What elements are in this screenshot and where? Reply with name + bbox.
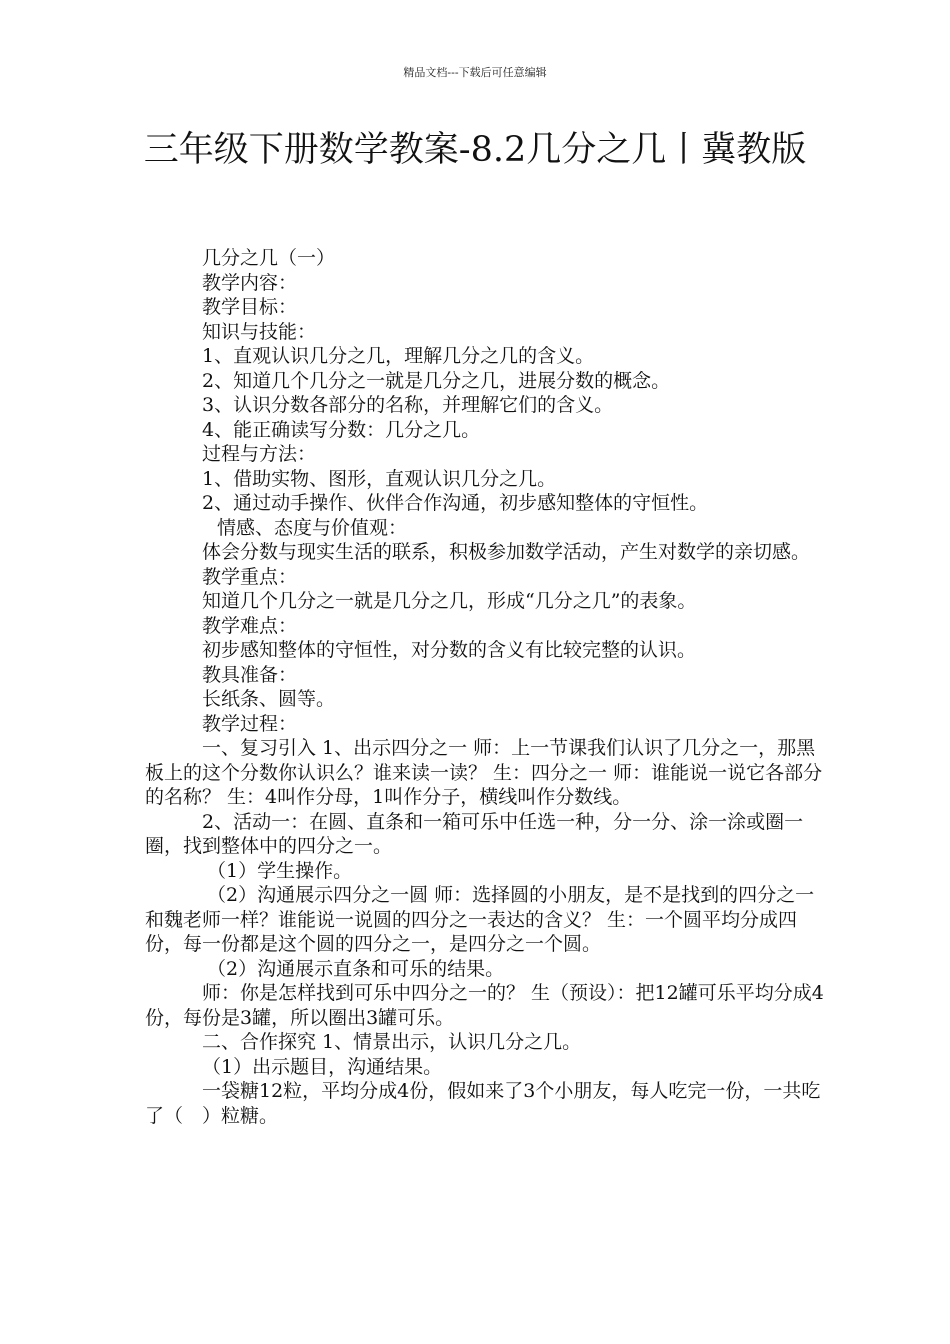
paragraph: 初步感知整体的守恒性，对分数的含义有比较完整的认识。 — [202, 639, 697, 661]
paragraph: 长纸条、圆等。 — [202, 688, 336, 710]
paragraph: 体会分数与现实生活的联系，积极参加数学活动，产生对数学的亲切感。 — [202, 541, 811, 563]
paragraph: （2）沟通展示四分之一圆 师：选择圆的小朋友，是不是找到的四分之一和魏老师一样？谁能说一说圆的四分之一表达的含义？ 生：一个圆平均分成四份，每一份都是这个圆的四分之一，是四分之一个圆。 — [145, 884, 815, 955]
section-heading: 几分之几（一） — [202, 247, 336, 269]
label-line: 情感、态度与价值观： — [217, 516, 408, 539]
label-line: 过程与方法： — [202, 443, 317, 465]
label-line: 教具准备： — [202, 663, 298, 686]
list-item: 2、通过动手操作、伙伴合作沟通，初步感知整体的守恒性。 — [202, 492, 709, 514]
document-title: 三年级下册数学教案-8.2几分之几丨冀教版 — [143, 130, 807, 170]
label-line: 教学内容： — [202, 271, 298, 294]
paragraph: 2、活动一：在圆、直条和一箱可乐中任选一种，分一分、涂一涂或圈一圈，找到整体中的四分之一。 — [145, 810, 804, 857]
paragraph: 师：你是怎样找到可乐中四分之一的？ 生（预设）：把12罐可乐平均分成4份，每份是3罐，所以圈出3罐可乐。 — [145, 982, 824, 1029]
paragraph: 一、复习引入 1、出示四分之一 师：上一节课我们认识了几分之一，那黑板上的这个分数你认识么？谁来读一读？ 生：四分之一 师：谁能说一说它各部分的名称？ 生：4叫作分母，1叫作分子，横线叫作分数线。 — [145, 737, 823, 808]
label-line: 知识与技能： — [202, 320, 317, 343]
label-line: 教学重点： — [202, 565, 298, 588]
list-item: 4、能正确读写分数：几分之几。 — [202, 418, 481, 441]
paragraph: 知道几个几分之一就是几分之几，形成“几分之几”的表象。 — [202, 590, 697, 612]
label-line: 教学目标： — [202, 296, 298, 318]
paragraph: 二、合作探究 1、情景出示，认识几分之几。 — [202, 1031, 582, 1053]
label-line: 教学过程： — [202, 712, 298, 735]
list-item: （1）学生操作。 — [207, 859, 353, 882]
list-item: （2）沟通展示直条和可乐的结果。 — [207, 957, 505, 980]
list-item: 3、认识分数各部分的名称，并理解它们的含义。 — [202, 394, 614, 416]
label-line: 教学难点： — [202, 614, 298, 637]
document-body — [145, 246, 825, 1128]
list-item: 2、知道几个几分之一就是几分之几，进展分数的概念。 — [202, 369, 671, 392]
document-header-note: 精品文档---下载后可任意编辑 — [403, 66, 547, 79]
list-item: 1、直观认识几分之几，理解几分之几的含义。 — [202, 345, 595, 367]
list-item: （1）出示题目，沟通结果。 — [202, 1055, 443, 1078]
paragraph: 一袋糖12粒，平均分成4份，假如来了3个小朋友，每人吃完一份，一共吃了（ ）粒糖。 — [145, 1080, 821, 1127]
list-item: 1、借助实物、图形，直观认识几分之几。 — [202, 467, 557, 490]
